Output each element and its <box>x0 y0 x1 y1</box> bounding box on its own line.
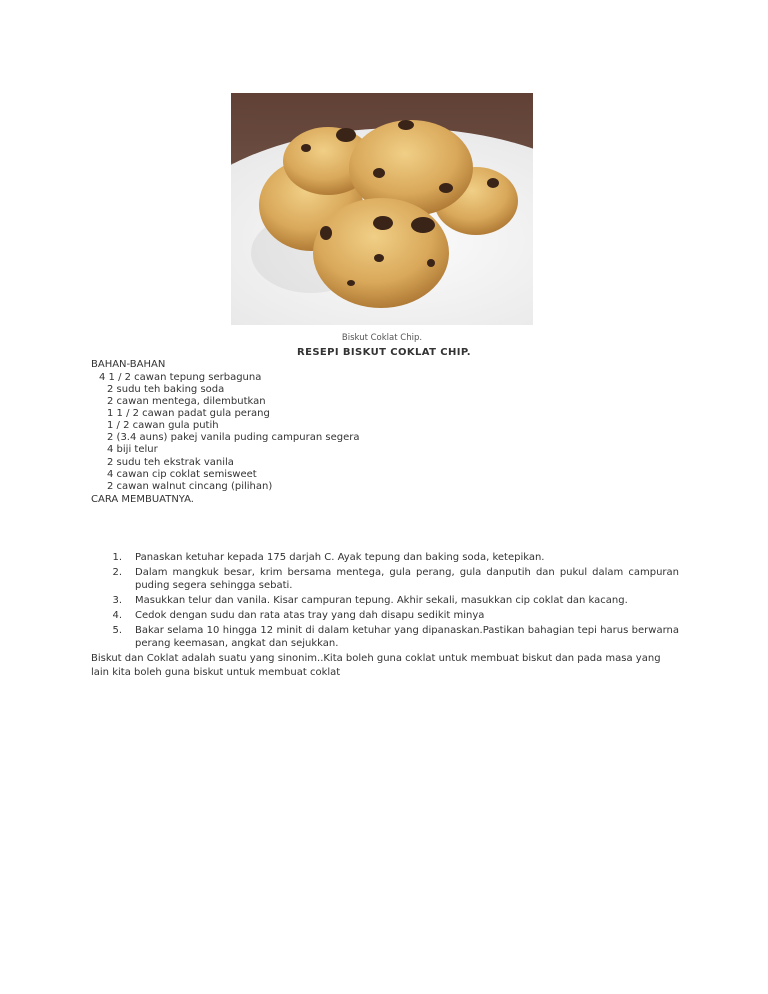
step-item <box>108 594 679 607</box>
ingredient-item: 4 biji telur <box>107 444 158 455</box>
closing-paragraph: Biskut dan Coklat adalah suatu yang sinonim..Kita boleh guna coklat untuk membuat biskut dan pada masa yang lain kita boleh guna biskut untuk membuat coklat <box>91 653 661 678</box>
recipe-title: RESEPI BISKUT COKLAT CHIP. <box>297 347 471 358</box>
step-text: Dalam mangkuk besar, krim bersama mentega, gula perang, gula danputih dan pukul dalam campuran puding segera sehingga sebati. <box>135 567 679 591</box>
step-number: 2. <box>112 567 122 578</box>
ingredient-item: 2 (3.4 auns) pakej vanila puding campuran segera <box>107 432 360 443</box>
step-text: Bakar selama 10 hingga 12 minit di dalam ketuhar yang dipanaskan.Pastikan bahagian tepi harus berwarna perang keemasan, angkat dan sejukkan. <box>135 625 679 649</box>
ingredient-item: 2 cawan mentega, dilembutkan <box>107 396 266 407</box>
ingredient-item: 2 cawan walnut cincang (pilihan) <box>107 481 273 492</box>
ingredients-heading: BAHAN-BAHAN <box>91 359 166 370</box>
step-number: 3. <box>112 595 122 606</box>
ingredient-item: 4 cawan cip coklat semisweet <box>107 469 257 480</box>
step-text: Cedok dengan sudu dan rata atas tray yang dah disapu sedikit minya <box>135 610 485 621</box>
step-number: 4. <box>112 610 122 621</box>
step-item <box>108 624 679 650</box>
step-item <box>108 609 679 622</box>
ingredient-item: 1 / 2 cawan gula putih <box>107 420 219 431</box>
step-item <box>108 551 679 564</box>
ingredient-item: 4 1 / 2 cawan tepung serbaguna <box>99 372 262 383</box>
step-text: Panaskan ketuhar kepada 175 darjah C. Ayak tepung dan baking soda, ketepikan. <box>135 552 545 563</box>
ingredient-item: 2 sudu teh baking soda <box>107 384 225 395</box>
method-heading: CARA MEMBUATNYA. <box>91 494 194 505</box>
ingredient-item: 1 1 / 2 cawan padat gula perang <box>107 408 270 419</box>
step-number: 5. <box>112 625 122 636</box>
ingredient-item: 2 sudu teh ekstrak vanila <box>107 457 234 468</box>
step-text: Masukkan telur dan vanila. Kisar campuran tepung. Akhir sekali, masukkan cip coklat dan kacang. <box>135 595 628 606</box>
image-caption: Biskut Coklat Chip. <box>341 333 423 343</box>
step-number: 1. <box>112 552 122 563</box>
step-item <box>108 566 679 592</box>
method-steps <box>108 551 679 652</box>
cookie-photo <box>231 93 533 325</box>
